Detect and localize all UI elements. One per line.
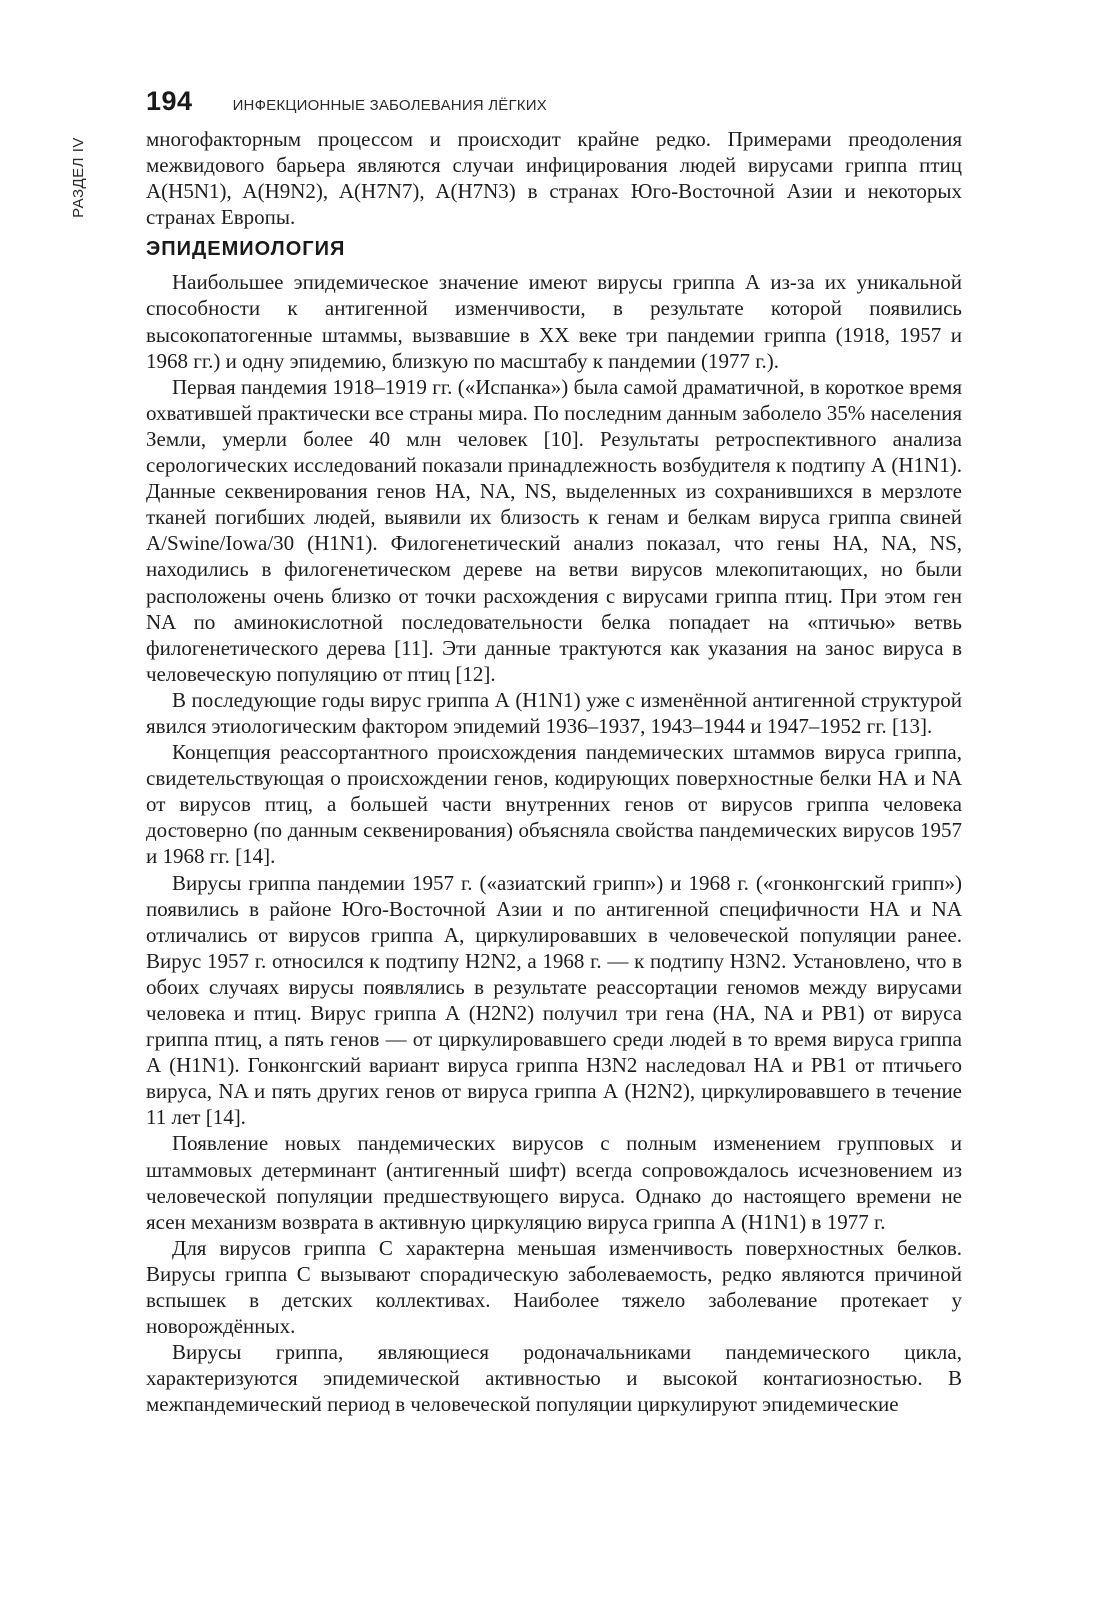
paragraph: В последующие годы вирус гриппа А (H1N1) уже с изменённой антигенной структурой явился этиологическим фактором эпидемий 1936–1937, 1943–1944 и 1947–1952 гг. [13]. <box>146 687 962 738</box>
section-heading: ЭПИДЕМИОЛОГИЯ <box>146 238 346 261</box>
running-title: ИНФЕКЦИОННЫЕ ЗАБОЛЕВАНИЯ ЛЁГКИХ <box>232 97 547 114</box>
paragraph: Появление новых пандемических вирусов с полным изменением групповых и штаммовых детерминант (антигенный шифт) всегда сопровождалось исчезновением из человеческой популяции предшествующего вируса. Однако до настоящего времени не ясен механизм возврата в активную циркуляцию вируса гриппа А (H1N1) в 1977 г. <box>146 1131 962 1234</box>
section-side-tab-label: РАЗДЕЛ IV <box>69 136 87 218</box>
paragraph: Для вирусов гриппа С характерна меньшая изменчивость поверхностных белков. Вирусы гриппа С вызывают спорадическую заболеваемость, редко являются причиной вспышек в детских коллективах. Наиболее тяжело заболевание протекает у новорождённых. <box>146 1235 962 1339</box>
paragraph: Вирусы гриппа пандемии 1957 г. («азиатский грипп») и 1968 г. («гонконгский грипп») появились в районе Юго-Восточной Азии и по антигенной специфичности НА и NA отличались от вирусов гриппа А, циркулировавших в человеческой популяции ранее. Вирус 1957 г. относился к подтипу H2N2, а 1968 г. — к подтипу H3N2. Установлено, что в обоих случаях вирусы появлялись в результате реассортации геномов между вирусами человека и птиц. Вирус гриппа А (H2N2) получил три гена (НА, NA и PB1) от вируса гриппа птиц, а пять генов — от циркулировавшего среди людей в то время вируса гриппа А (H1N1). Гонконгский вариант вируса гриппа H3N2 наследовал НА и PB1 от птичьего вируса, NA и пять других генов от вируса гриппа А (H2N2), циркулировавшего в течение 11 лет [14]. <box>146 870 962 1130</box>
paragraph: Наибольшее эпидемическое значение имеют вирусы гриппа А из-за их уникальной способности к антигенной изменчивости, в результате которой появились высокопатогенные штаммы, вызвавшие в ХХ веке три пандемии гриппа (1918, 1957 и 1968 гг.) и одну эпидемию, близкую по масштабу к пандемии (1977 г.). <box>146 270 962 373</box>
section-side-tab <box>66 132 90 222</box>
page-number: 194 <box>146 86 193 116</box>
paragraph: Вирусы гриппа, являющиеся родоначальниками пандемического цикла, характеризуются эпидемической активностью и высокой контагиозностью. В межпандемический период в человеческой популяции циркулируют эпидемические <box>146 1340 962 1417</box>
body-text <box>146 126 962 1418</box>
paragraph: Концепция реассортантного происхождения пандемических штаммов вируса гриппа, свидетельствующая о происхождении генов, кодирующих поверхностные белки НА и NA от вирусов птиц, а большей части внутренних генов от вирусов гриппа человека достоверно (по данным секвенирования) объясняла свойства пандемических вирусов 1957 и 1968 гг. [14]. <box>146 740 962 869</box>
running-header <box>146 86 547 120</box>
continued-paragraph: многофакторным процессом и происходит крайне редко. Примерами преодоления межвидового барьера являются случаи инфицирования людей вирусами гриппа птиц A(H5N1), A(H9N2), A(H7N7), A(H7N3) в странах Юго-Восточной Азии и некоторых странах Европы. <box>146 127 962 230</box>
paragraph: Первая пандемия 1918–1919 гг. («Испанка») была самой драматичной, в короткое время охватившей практически все страны мира. По последним данным заболело 35% населения Земли, умерли более 40 млн человек [10]. Результаты ретроспективного анализа серологических исследований показали принадлежность возбудителя к подтипу А (H1N1). Данные секвенирования генов HA, NA, NS, выделенных из сохранившихся в мерзлоте тканей погибших людей, выявили их близость к генам и белкам вируса гриппа свиней A/Swine/Iowa/30 (H1N1). Филогенетический анализ показал, что гены HA, NA, NS, находились в филогенетическом дереве на ветви вирусов млекопитающих, но были расположены очень близко от точки расхождения с вирусами гриппа птиц. При этом ген NA по аминокислотной последовательности белка попадает на «птичью» ветвь филогенетического дерева [11]. Эти данные трактуются как указания на занос вируса в человеческую популяцию от птиц [12]. <box>146 374 962 686</box>
